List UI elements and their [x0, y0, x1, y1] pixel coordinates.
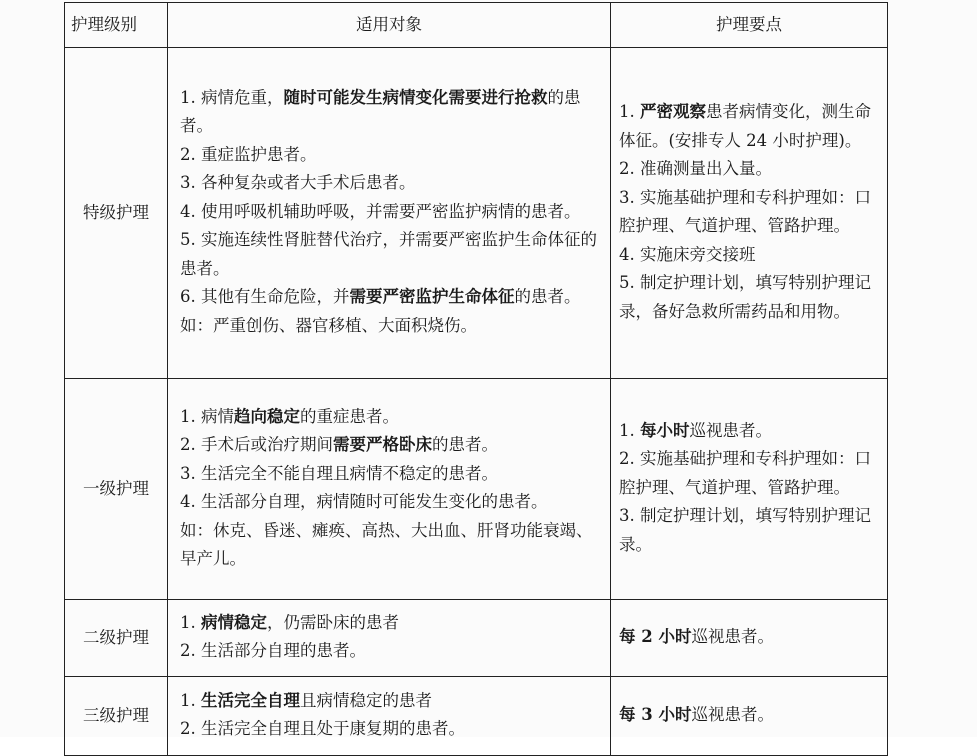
level-cell: 特级护理	[65, 48, 168, 379]
objects-cell	[168, 48, 611, 379]
list-item: 3. 实施基础护理和专科护理如：口腔护理、气道护理、管路护理。	[619, 187, 871, 235]
list-item: 2. 生活完全自理且处于康复期的患者。	[180, 719, 465, 738]
table-header-row	[65, 3, 888, 48]
list-item: 2. 实施基础护理和专科护理如：口腔护理、气道护理、管路护理。	[619, 449, 871, 497]
nursing-level-table	[64, 2, 888, 756]
table-row	[65, 48, 888, 379]
objects-cell	[168, 379, 611, 600]
objects-cell	[168, 677, 611, 756]
table-row	[65, 677, 888, 756]
level-cell: 二级护理	[65, 600, 168, 677]
list-item: 1. 严密观察患者病情变化，测生命体征。(安排专人 24 小时护理)。	[619, 102, 871, 150]
header-level: 护理级别	[65, 3, 168, 48]
list-item: 如：休克、昏迷、瘫痪、高热、大出血、肝肾功能衰竭、早产儿。	[180, 520, 593, 568]
list-item: 1. 病情危重，随时可能发生病情变化需要进行抢救的患者。	[180, 87, 581, 136]
header-points: 护理要点	[611, 3, 888, 48]
header-objects: 适用对象	[168, 3, 611, 48]
list-item: 每 2 小时巡视患者。	[619, 626, 774, 646]
points-cell	[611, 379, 888, 600]
list-item: 2. 重症监护患者。	[180, 144, 317, 164]
list-item: 5. 实施连续性肾脏替代治疗，并需要严密监护生命体征的患者。	[180, 230, 597, 278]
list-item: 1. 病情稳定，仍需卧床的患者	[180, 612, 399, 632]
points-cell	[611, 600, 888, 677]
list-item: 3. 各种复杂或者大手术后患者。	[180, 173, 416, 193]
list-item: 6. 其他有生命危险，并需要严密监护生命体征的患者。	[180, 287, 581, 307]
table-row	[65, 379, 888, 600]
list-item: 2. 手术后或治疗期间需要严格卧床的患者。	[180, 435, 498, 454]
list-item: 2. 生活部分自理的患者。	[180, 641, 366, 660]
list-item: 1. 生活完全自理且病情稳定的患者	[180, 690, 432, 710]
list-item: 如：严重创伤、器官移植、大面积烧伤。	[180, 315, 477, 335]
list-item: 4. 使用呼吸机辅助呼吸，并需要严密监护病情的患者。	[180, 201, 581, 221]
list-item: 5. 制定护理计划，填写特别护理记录，备好急救所需药品和用物。	[619, 273, 871, 321]
level-cell: 一级护理	[65, 379, 168, 600]
list-item: 1. 病情趋向稳定的重症患者。	[180, 406, 399, 426]
list-item: 2. 准确测量出入量。	[619, 159, 772, 178]
list-item: 4. 生活部分自理，病情随时可能发生变化的患者。	[180, 492, 548, 511]
objects-cell	[168, 600, 611, 677]
list-item: 3. 制定护理计划，填写特别护理记录。	[619, 506, 871, 554]
list-item: 3. 生活完全不能自理且病情不稳定的患者。	[180, 463, 498, 483]
points-cell	[611, 48, 888, 379]
list-item: 每 3 小时巡视患者。	[619, 704, 774, 724]
table-row	[65, 600, 888, 677]
level-cell: 三级护理	[65, 677, 168, 756]
list-item: 1. 每小时巡视患者。	[619, 420, 772, 440]
points-cell	[611, 677, 888, 756]
list-item: 4. 实施床旁交接班	[619, 244, 756, 264]
